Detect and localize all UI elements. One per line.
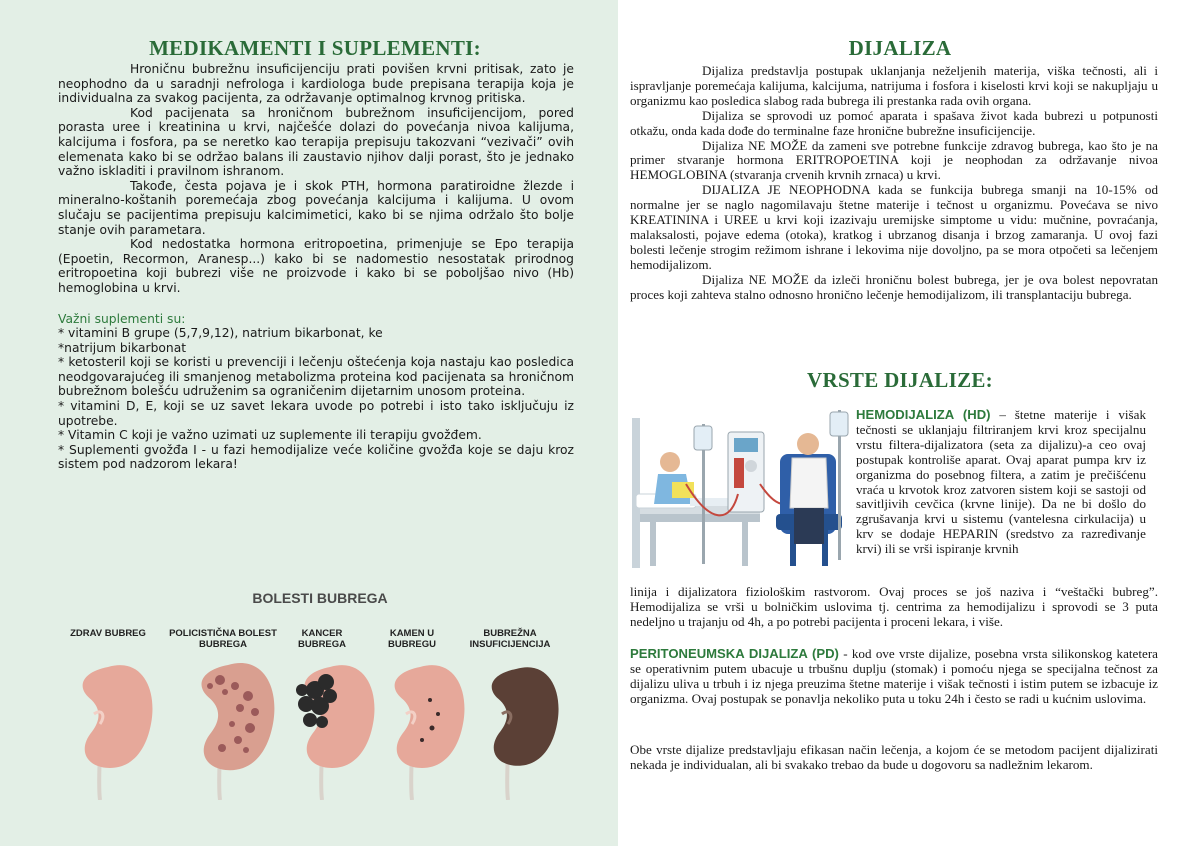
peritoneal-dialysis-description — [630, 647, 1158, 707]
polycystic-kidney-icon — [202, 663, 275, 770]
healthy-kidney-icon — [83, 665, 153, 768]
label-polycystic-kidney: POLICISTIČNA BOLEST BUBREGA — [169, 628, 277, 650]
label-kidney-cancer: KANCER BUBREGA — [297, 628, 347, 650]
supplement-item: *natrijum bikarbonat — [58, 340, 187, 355]
medications-heading: MEDIKAMENTI I SUPLEMENTI: — [149, 36, 481, 60]
hemodialysis-continued — [630, 585, 1158, 630]
supplement-item: * vitamini B grupe (5,7,9,12), natrium bikarbonat, ke — [58, 326, 383, 341]
peritoneal-label: PERITONEUMSKA DIJALIZA (PD) — [630, 646, 839, 661]
kidney-cancer-icon — [296, 665, 374, 768]
paragraph: Dijaliza NE MOŽE da zameni sve potrebne funkcije zdravog bubrega, kao što je na primer stvaranje hormona ERITROPOETINA koji je neophodan za održavanje nivoa HEMOGLOBINA (stvaranja crvenih krvnih zrnaca) u krvi. — [630, 137, 1158, 183]
dialysis-text — [630, 64, 1158, 303]
paragraph: Dijaliza NE MOŽE da izleči hroničnu bolest bubrega, jer je ova bolest nepovratan proces koji zahteva stalno odnosno hronično lečenje hemodijalizom, ili transplantaciju bubrega. — [630, 271, 1158, 302]
kidneys-illustration — [60, 590, 580, 800]
supplement-item: * Suplementi gvožđa I - u fazi hemodijalize veće količine gvožđa koje se daju kroz sistem pod nadzorom lekara! — [58, 442, 574, 472]
label-kidney-stone: KAMEN U BUBREGU — [387, 628, 437, 650]
dialysis-heading-wrap — [630, 36, 1170, 61]
conclusion — [630, 743, 1158, 773]
hemodialysis-text: – štetne materije i višak tečnosti se uklanjaju filtriranjem krvi kroz specijalnu vrstu filtera-dijalizatora (seta za dijalizu)-a ceo ovaj postupak kontroliše aparat. Ovaj aparat pumpa krv iz organizma do posebnog filtera, a zatim je prečišćenu vraća u krvotok kroz zatvoren sistem koji se sastoji od savitljivih cevčica (krvne linije). Da ne bi došlo do zgrušavanja krvi u sistemu (vantelesna cirkulacija) u krv se dodaje HEPARIN (sredstvo za razređivanje krvi) ili se vrši ispiranje krvnih — [856, 407, 1146, 557]
hemodialysis-description — [856, 408, 1146, 557]
label-kidney-failure: BUBREŽNA INSUFICIJENCIJA — [469, 628, 551, 650]
paragraph: Kod nedostatka hormona eritropoetina, primenjuje se Epo terapija (Epoetin, Recormon, Aranesp...) kako bi se nadomestio nesostatak prirodnog eritropoetina koji bubrezi više ne proizvode i kako bi se poboljšao nivo (Hb) hemoglobina u krvi. — [58, 237, 574, 295]
hemodialysis-rest: linija i dijalizatora fiziološkim rastvorom. Ovaj proces se još naziva i “veštački bubreg”. Hemodijaliza se vrši u bolničkim uslovima tj. centrima za hemodijalizu i sprovodi se 3 puta nedeljno u trajanju od 4h, a po potrebi pacijenta i proceni lekara, i više. — [630, 584, 1158, 629]
paragraph: Takođe, česta pojava je i skok PTH, hormona paratiroidne žlezde i mineralno-koštanih poremećaja zbog povećanja kalcijuma i kalijuma. U ovom slučaju se pacijentima prepisuju kalcimimetici, kako bi se njima održalo što bolje stanje ovih parametara. — [58, 178, 574, 237]
hemodialysis-label: HEMODIJALIZA (HD) — [856, 407, 991, 422]
hemodialysis-paragraph — [856, 408, 1146, 557]
supplement-item: * Vitamin C koji je važno uzimati uz suplemente ili terapiju gvožđem. — [58, 428, 482, 443]
dialysis-heading: DIJALIZA — [848, 36, 952, 60]
paragraph: Hroničnu bubrežnu insuficijenciju prati povišen krvni pritisak, zato je neophodno da u saradnji nefrologa i kardiologa bude prepisana terapija koja je individualna za svakog pacijenta, za održavanje optimalnog krvnog pritiska. — [58, 62, 574, 106]
paragraph: Kod pacijenata sa hroničnom bubrežnom insuficijencijom, pored porasta uree i kreatinina u krvi, najčešće dolazi do povećanja nivoa kalijuma, kalcijuma i fosfora, pa se neretko kao terapija prepisuju takozvani “vezivači” ovih elemenata kako bi se održao balans ili zaustavio njihov dalji porast, što je jednako važno iskladiti i pravilnom ishranom. — [58, 105, 574, 179]
paragraph: DIJALIZA JE NEOPHODNA kada se funkcija bubrega smanji na 10-15% od normalne jer se naglo nagomilavaju štetne materije i tečnost u organizmu. Povećava se nivo KREATININA i UREE u krvi koji izazivaju uremijske simptome u vidu: mučnine, povraćanja, malaksalosti, pojave edema (otoka), kratkog i ubrzanog disanja i brzog zamaranja. U ovoj fazi bolesti lečenje strogim režimom ishrane i lekovima nije dovoljno, pa se mora otpočeti sa lečenjem hemodijalizom. — [630, 182, 1158, 272]
medications-text — [58, 62, 574, 472]
peritoneal-text: - kod ove vrste dijalize, posebna vrsta silikonskog katetera se operativnim putem ubacuje u trbušnu duplju (stomak) i pomoću njega se specijalna tečnost za dijalizu uliva u trbuh i iz njega preuzima štetne materije i višak tečnosti i istim putem se izbacuje iz organizma. Ovaj postupak se ponavlja nekoliko puta u toku 24h i često se radi u kućnim uslovima. — [630, 646, 1158, 706]
supplement-item: * ketosteril koji se koristi u prevenciji i lečenju oštećenja koja nastaju kao posledica neodgovarajućeg ili smanjenog metabolizma proteina kod pacijenata sa hroničnom bubrežnom bolešću udruženim sa ograničenim dijetarnim unosom proteina. — [58, 355, 574, 399]
kidney-failure-icon — [492, 667, 559, 766]
right-page — [618, 0, 1200, 846]
dialysis-types-heading: VRSTE DIJALIZE: — [807, 368, 993, 392]
paragraph: Dijaliza predstavlja postupak uklanjanja neželjenih materija, viška tečnosti, ali i ispravljanje poremećaja kalijuma, kalcijuma, natrijuma i fosfora i kiselosti krvi koji se nakupljaju u organizmu kao posledica slabog rada bubrega ili prestanka rada ovih organa. — [630, 63, 1158, 108]
paragraph: Dijaliza se sprovodi uz pomoć aparata i spašava život kada bubrezi u potpunosti otkažu, onda kada dođe do terminalne faze hronične bubrežne insuficijencije. — [630, 107, 1158, 138]
conclusion-text: Obe vrste dijalize predstavljaju efikasan način lečenja, a kojom će se metodom pacijent dijalizirati nekada je individualan, ali bi svakako trebao da bude u dogovoru sa nadležnim lekarom. — [630, 742, 1158, 772]
kidney-diseases-infographic — [60, 590, 580, 800]
kidney-stone-icon — [395, 665, 465, 768]
left-heading-wrap — [40, 36, 590, 61]
types-heading-wrap — [630, 368, 1170, 393]
supplements-title: Važni suplementi su: — [58, 311, 186, 326]
supplement-item: * vitamini D, E, koji se uz savet lekara uvode po potrebi i isto tako isključuju iz upotrebe. — [58, 399, 574, 428]
hemodialysis-illustration — [630, 404, 854, 574]
label-healthy-kidney: ZDRAV BUBREG — [70, 628, 146, 639]
peritoneal-paragraph — [630, 647, 1158, 707]
infographic-title: BOLESTI BUBREGA — [252, 590, 388, 606]
